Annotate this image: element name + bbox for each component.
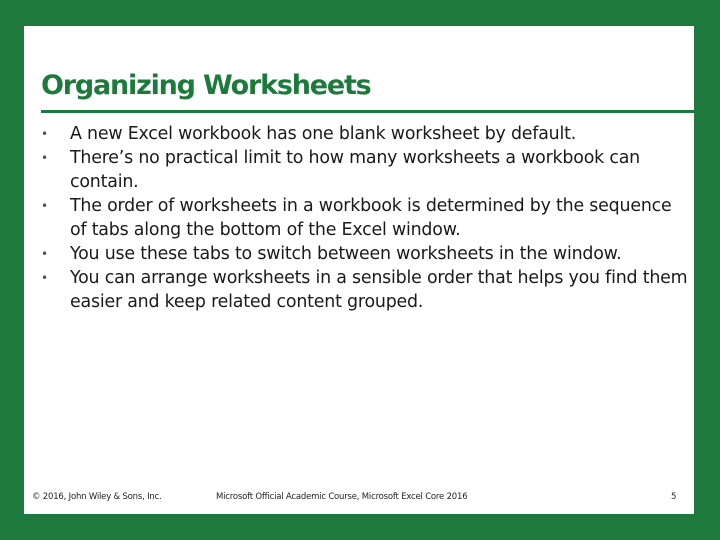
bullet-text: The order of worksheets in a workbook is determined by the sequence of tabs along the bottom of the Excel window. <box>70 196 672 240</box>
slide-title: Organizing Worksheets <box>41 70 371 101</box>
bullet-text: You use these tabs to switch between worksheets in the window. <box>70 244 622 264</box>
bullet-marker: • <box>41 247 48 261</box>
bullet-marker: • <box>41 199 48 213</box>
bullet-marker: • <box>41 127 48 141</box>
bullet-item <box>41 266 691 314</box>
footer-course: Microsoft Official Academic Course, Microsoft Excel Core 2016 <box>216 492 468 502</box>
bullet-marker: • <box>41 151 48 165</box>
bullet-text: There’s no practical limit to how many worksheets a workbook can contain. <box>70 148 640 192</box>
title-divider <box>41 110 694 113</box>
slide-content-panel <box>24 26 694 514</box>
bullet-list <box>41 122 691 314</box>
bullet-text: You can arrange worksheets in a sensible order that helps you find them easier and keep related content grouped. <box>70 268 688 312</box>
bullet-marker: • <box>41 271 48 285</box>
bullet-text: A new Excel workbook has one blank worksheet by default. <box>70 124 577 144</box>
bullet-item <box>41 194 691 242</box>
footer-copyright: © 2016, John Wiley & Sons, Inc. <box>32 492 162 502</box>
footer-page-number: 5 <box>671 492 677 502</box>
bullet-item <box>41 242 691 266</box>
bullet-item <box>41 122 691 146</box>
bullet-item <box>41 146 691 194</box>
